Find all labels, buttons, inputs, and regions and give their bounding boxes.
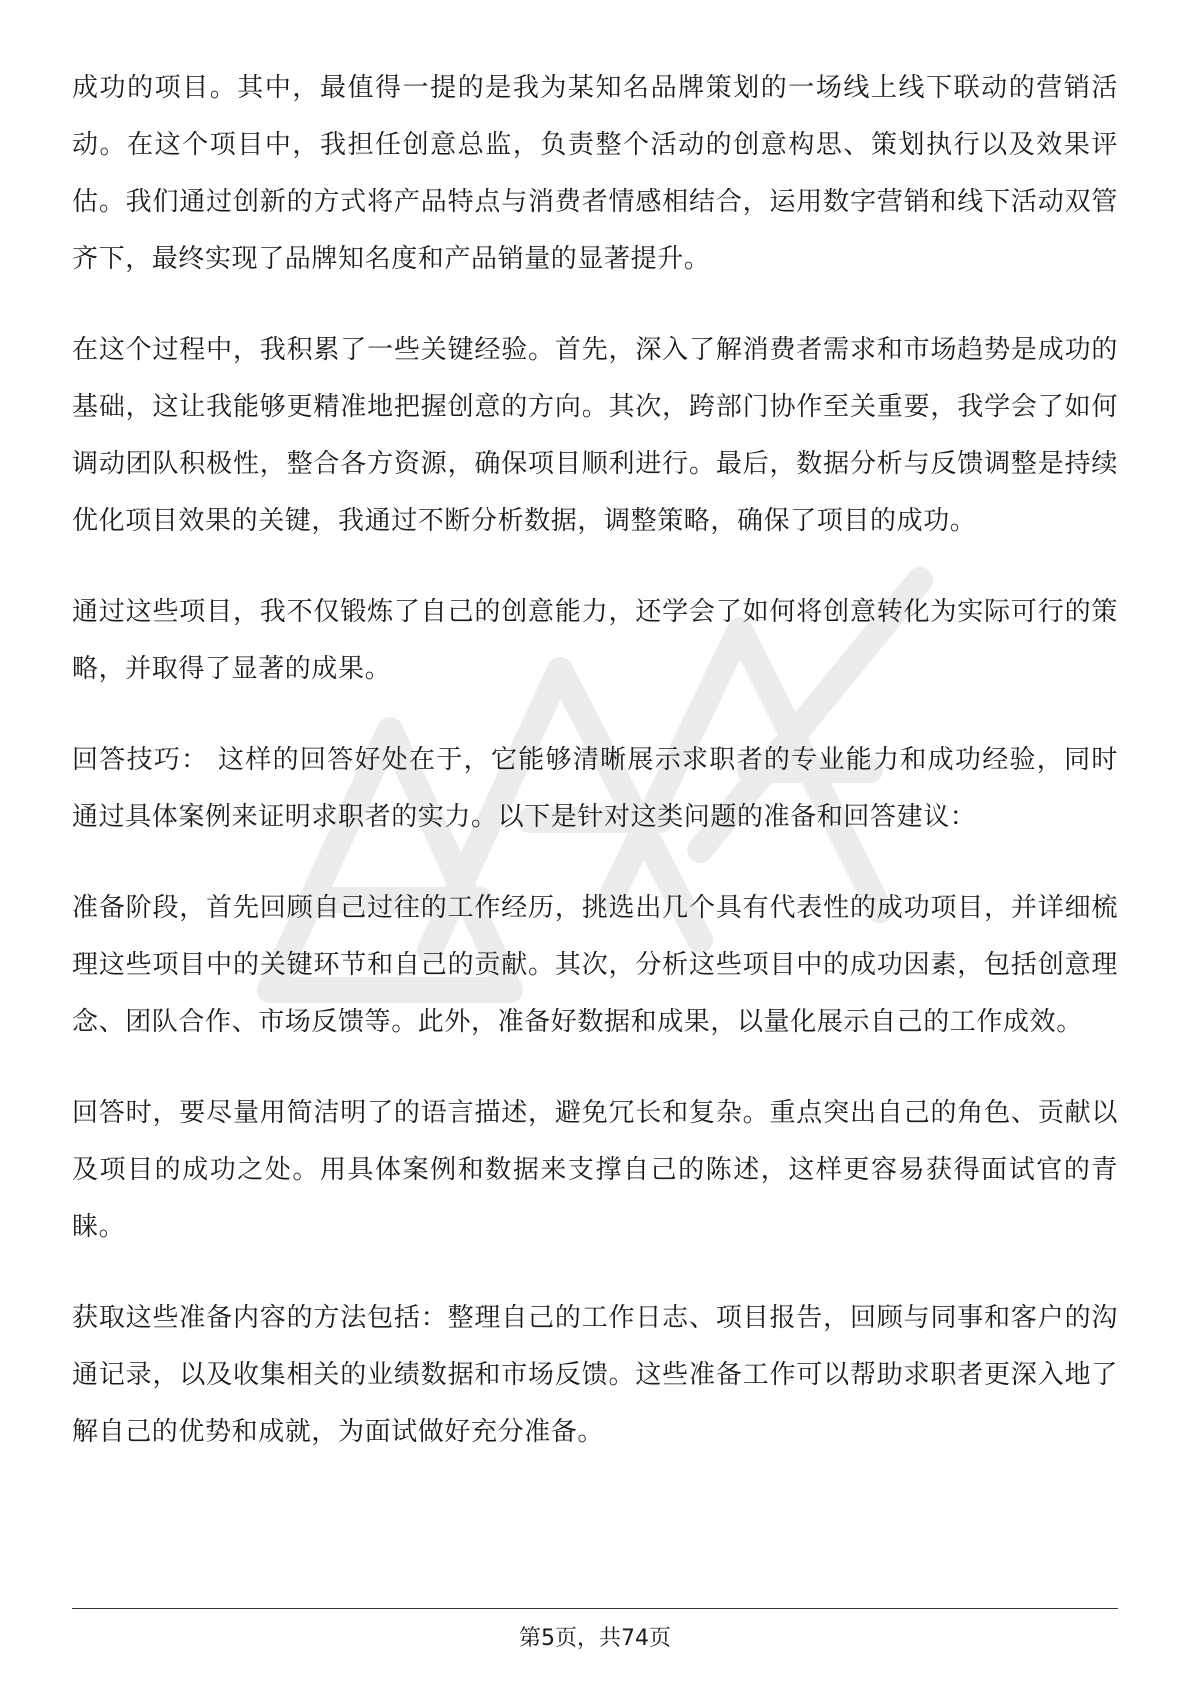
document-body [72, 60, 1118, 1495]
paragraph-1: 成功的项目。其中，最值得一提的是我为某知名品牌策划的一场线上线下联动的营销活动。在这个项目中，我担任创意总监，负责整个活动的创意构思、策划执行以及效果评估。我们通过创新的方式将产品特点与消费者情感相结合，运用数字营销和线下活动双管齐下，最终实现了品牌知名度和产品销量的显著提升。 [72, 73, 1118, 274]
paragraph-5: 准备阶段，首先回顾自己过往的工作经历，挑选出几个具有代表性的成功项目，并详细梳理这些项目中的关键环节和自己的贡献。其次，分析这些项目中的成功因素，包括创意理念、团队合作、市场反馈等。此外，准备好数据和成果，以量化展示自己的工作成效。 [72, 893, 1118, 1037]
paragraph-6: 回答时，要尽量用简洁明了的语言描述，避免冗长和复杂。重点突出自己的角色、贡献以及项目的成功之处。用具体案例和数据来支撑自己的陈述，这样更容易获得面试官的青睐。 [72, 1098, 1118, 1242]
paragraph-4: 回答技巧： 这样的回答好处在于，它能够清晰展示求职者的专业能力和成功经验，同时通过具体案例来证明求职者的实力。以下是针对这类问题的准备和回答建议： [72, 745, 1118, 832]
paragraph-7: 获取这些准备内容的方法包括：整理自己的工作日志、项目报告，回顾与同事和客户的沟通记录，以及收集相关的业绩数据和市场反馈。这些准备工作可以帮助求职者更深入地了解自己的优势和成就，为面试做好充分准备。 [72, 1303, 1118, 1447]
page-number: 第5页，共74页 [519, 1626, 671, 1651]
footer-divider [72, 1608, 1118, 1609]
paragraph-3: 通过这些项目，我不仅锻炼了自己的创意能力，还学会了如何将创意转化为实际可行的策略，并取得了显著的成果。 [72, 597, 1118, 684]
paragraph-2: 在这个过程中，我积累了一些关键经验。首先，深入了解消费者需求和市场趋势是成功的基础，这让我能够更精准地把握创意的方向。其次，跨部门协作至关重要，我学会了如何调动团队积极性，整合各方资源，确保项目顺利进行。最后，数据分析与反馈调整是持续优化项目效果的关键，我通过不断分析数据，调整策略，确保了项目的成功。 [72, 335, 1118, 536]
